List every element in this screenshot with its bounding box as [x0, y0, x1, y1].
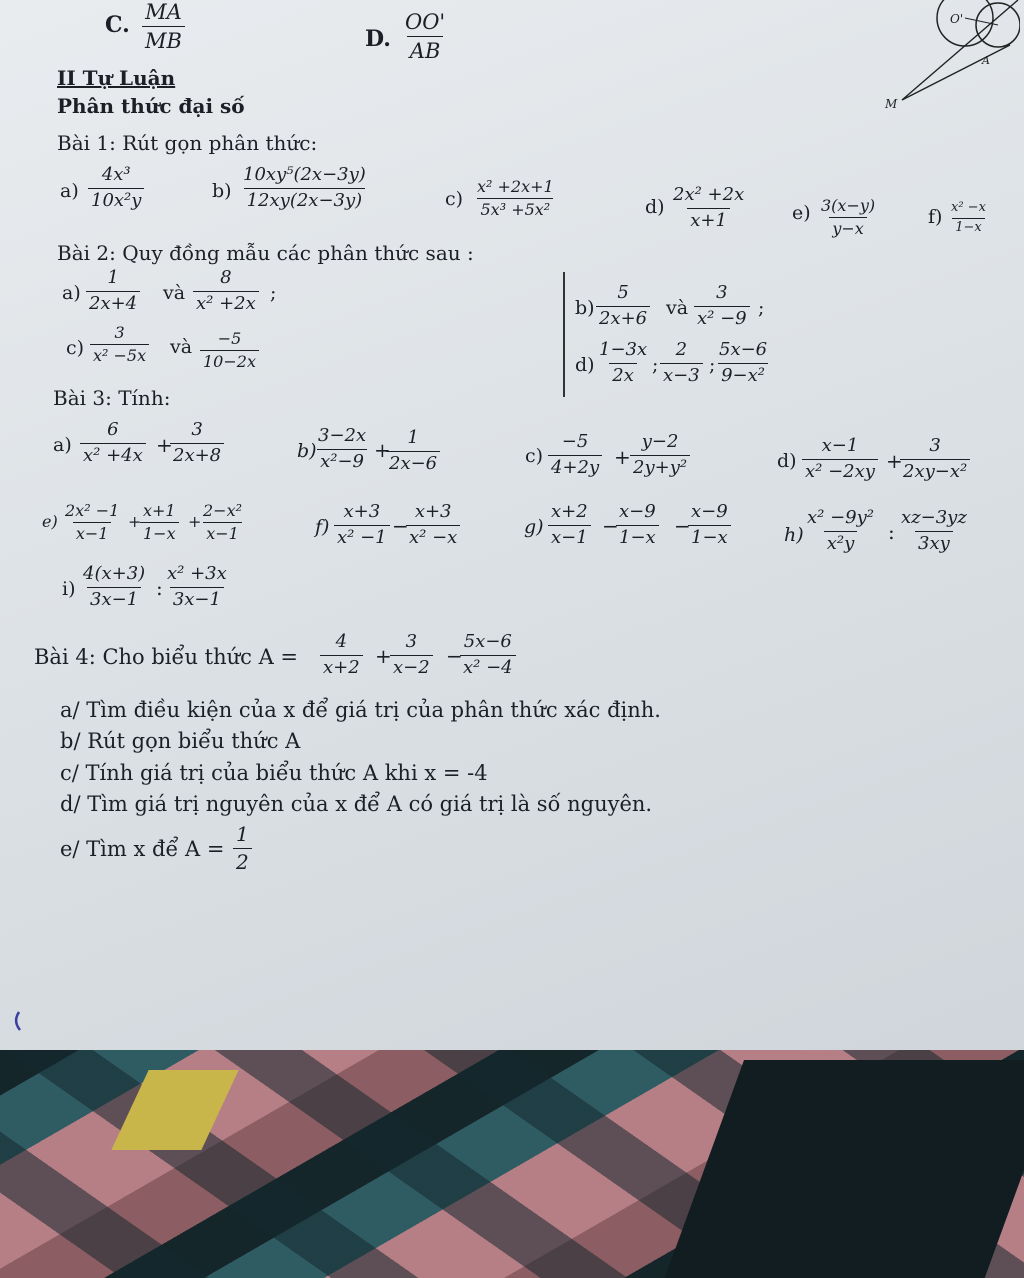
- bai1-c-num: x² +2x+1: [477, 177, 554, 196]
- figure-label-a: A: [982, 54, 990, 67]
- bai4-frac1: [320, 632, 363, 678]
- bai3-e-frac3-den: x−1: [203, 522, 242, 543]
- bai3-f-frac1: [334, 502, 390, 548]
- bai3-g-frac2: [616, 502, 659, 548]
- option-d-fraction: [402, 10, 448, 63]
- bai3-b-frac2-num: 1: [407, 427, 419, 448]
- bai4-question-e: e/ Tìm x để A =: [60, 837, 225, 861]
- bai3-e-op2: +: [188, 512, 202, 531]
- bai3-b-frac2-den: 2x−6: [386, 451, 440, 475]
- bai4-op2: −: [446, 644, 463, 668]
- bai2-d-frac3-num: 5x−6: [719, 339, 768, 360]
- bai2-d-frac1-num: 1−3x: [599, 339, 648, 360]
- bai4-op1: +: [375, 644, 392, 668]
- fabric-background: [0, 1050, 1024, 1278]
- bai3-b-frac1: [315, 426, 369, 472]
- bai3-i-frac2: [164, 564, 230, 610]
- pen-mark: [12, 1010, 26, 1032]
- bai3-a-label: a): [53, 434, 72, 456]
- bai3-c-frac1: [548, 432, 602, 478]
- bai3-h-label: h): [784, 524, 804, 546]
- bai2-b-frac1-den: 2x+6: [596, 306, 650, 330]
- option-c-numerator: MA: [145, 0, 182, 24]
- option-c-fraction: [142, 0, 185, 53]
- bai1-e-label: e): [792, 202, 811, 224]
- bai3-i-frac1-num: 4(x+3): [83, 563, 146, 584]
- bai2-d-frac2-den: x−3: [660, 363, 703, 387]
- bai3-d-frac1-den: x² −2xy: [802, 459, 878, 483]
- bai3-b-frac1-num: 3−2x: [318, 425, 367, 446]
- bai1-f-num: x² −x: [951, 200, 986, 215]
- bai3-b-op: +: [374, 438, 391, 462]
- bai3-c-frac2-den: 2y+y²: [630, 455, 690, 479]
- bai3-d-op: +: [886, 449, 903, 473]
- bai3-d-frac1-num: x−1: [821, 435, 859, 456]
- bai3-i-frac2-num: x² +3x: [167, 563, 227, 584]
- bai1-f-label: f): [928, 206, 943, 228]
- bai3-d-frac2-den: 2xy−x²: [900, 459, 970, 483]
- bai2-c-label: c): [66, 337, 85, 359]
- tangent-circles-figure: [870, 0, 1020, 115]
- column-divider: [563, 272, 565, 397]
- bai2-d-frac3-den: 9−x²: [718, 363, 768, 387]
- option-d-denominator: AB: [407, 36, 444, 63]
- bai2-d-frac2: [660, 340, 703, 386]
- bai3-g-op1: −: [602, 514, 619, 538]
- bai3-h-frac1-num: x² −9y²: [807, 507, 875, 528]
- bai1-e-num: 3(x−y): [821, 196, 876, 215]
- bai2-a-and: và: [163, 282, 186, 304]
- bai1-b-num: 10xy⁵(2x−3y): [243, 164, 366, 185]
- bai3-a-frac2-num: 3: [191, 419, 203, 440]
- bai3-e-frac2-den: 1−x: [140, 522, 179, 543]
- bai3-g-frac1-num: x+2: [551, 501, 588, 522]
- bai2-d-frac1: [596, 340, 650, 386]
- bai3-c-frac2: [630, 432, 690, 478]
- bai3-d-frac2-num: 3: [929, 435, 941, 456]
- bai2-a-frac2: [193, 268, 259, 314]
- bai3-c-frac1-num: −5: [561, 431, 589, 452]
- bai2-b-frac2-den: x² −9: [694, 306, 750, 330]
- bai2-a-frac2-num: 8: [220, 267, 232, 288]
- bai4-frac1-num: 4: [335, 631, 348, 652]
- bai4-frac1-den: x+2: [320, 655, 363, 679]
- bai1-f-fraction: [948, 201, 989, 236]
- bai2-b-end: ;: [758, 297, 765, 319]
- bai1-b-fraction: [240, 165, 369, 211]
- bai3-e-op1: +: [128, 512, 142, 531]
- bai3-b-frac2: [386, 428, 440, 474]
- bai3-h-op: :: [888, 520, 895, 544]
- bai3-i-frac2-den: 3x−1: [170, 587, 224, 611]
- bai2-c-frac1-num: 3: [114, 323, 125, 342]
- bai3-i-frac1-den: 3x−1: [87, 587, 141, 611]
- bai2-c-frac2-den: 10−2x: [200, 350, 259, 371]
- bai2-a-frac1-num: 1: [107, 267, 119, 288]
- bai3-h-frac1-den: x²y: [824, 531, 858, 555]
- bai3-f-frac2: [406, 502, 460, 548]
- bai4-frac2-den: x−2: [390, 655, 433, 679]
- bai3-f-frac1-den: x² −1: [334, 525, 390, 549]
- bai2-b-label: b): [575, 297, 595, 319]
- bai3-f-op: −: [392, 514, 409, 538]
- fabric-dark-patch: [664, 1060, 1024, 1278]
- figure-label-o: O': [950, 12, 964, 26]
- bai2-title: Bài 2: Quy đồng mẫu các phân thức sau :: [57, 241, 474, 265]
- bai3-c-label: c): [525, 445, 544, 467]
- bai3-e-frac2: [140, 502, 179, 544]
- bai3-f-label: f): [315, 516, 330, 538]
- bai2-b-frac1: [596, 283, 650, 329]
- bai2-a-frac1-den: 2x+4: [86, 291, 140, 315]
- bai3-d-frac2: [900, 436, 970, 482]
- bai4-frac3: [460, 632, 516, 678]
- bai3-e-frac1: [62, 502, 122, 544]
- bai4-frac3-num: 5x−6: [463, 631, 512, 652]
- bai3-i-op: :: [156, 576, 163, 600]
- bai2-c-frac2: [200, 330, 259, 372]
- bai3-h-frac2: [898, 508, 970, 554]
- bai3-h-frac1: [804, 508, 877, 554]
- bai3-e-frac3-num: 2−x²: [203, 501, 243, 520]
- bai3-f-frac2-den: x² −x: [406, 525, 460, 549]
- bai1-d-den: x+1: [687, 208, 730, 232]
- bai3-d-frac1: [802, 436, 878, 482]
- bai3-e-label: e): [42, 512, 58, 531]
- bai1-c-label: c): [445, 188, 464, 210]
- bai2-a-label: a): [62, 282, 81, 304]
- bai3-g-frac1-den: x−1: [548, 525, 591, 549]
- bai3-a-frac1-num: 6: [107, 419, 119, 440]
- bai2-a-end: ;: [270, 282, 277, 304]
- bai2-a-frac2-den: x² +2x: [193, 291, 259, 315]
- bai3-g-op2: −: [674, 514, 691, 538]
- bai1-e-den: y−x: [829, 217, 866, 238]
- bai2-b-and: và: [666, 297, 689, 319]
- bai2-b-frac2-num: 3: [716, 282, 728, 303]
- bai1-a-num: 4x³: [101, 164, 131, 185]
- bai3-e-frac1-num: 2x² −1: [65, 501, 120, 520]
- bai3-f-frac2-num: x+3: [414, 501, 452, 522]
- bai4-question-e-num: 1: [236, 822, 249, 846]
- bai1-b-label: b): [212, 180, 232, 202]
- bai2-a-frac1: [86, 268, 140, 314]
- bai2-c-frac2-num: −5: [217, 329, 242, 348]
- bai3-c-frac2-num: y−2: [641, 431, 679, 452]
- bai2-d-frac1-den: 2x: [609, 363, 637, 387]
- bai1-f-den: 1−x: [952, 218, 985, 236]
- option-c-denominator: MB: [142, 26, 185, 53]
- bai4-frac2-num: 3: [405, 631, 418, 652]
- bai3-f-frac1-num: x+3: [343, 501, 381, 522]
- bai3-g-frac2-num: x−9: [619, 501, 656, 522]
- bai3-a-frac2: [170, 420, 224, 466]
- bai3-a-frac2-den: 2x+8: [170, 443, 224, 467]
- bai2-c-and: và: [170, 336, 193, 358]
- bai3-c-frac1-den: 4+2y: [548, 455, 602, 479]
- bai1-d-fraction: [670, 185, 747, 231]
- bai1-c-den: 5x³ +5x²: [477, 198, 553, 219]
- option-c-label: C.: [105, 12, 130, 38]
- bai3-e-frac2-num: x+1: [143, 501, 176, 520]
- bai3-i-label: i): [62, 578, 76, 600]
- bai2-c-frac1: [90, 324, 149, 366]
- bai4-question-d: d/ Tìm giá trị nguyên của x để A có giá trị là số nguyên.: [60, 792, 653, 816]
- bai3-g-frac2-den: 1−x: [616, 525, 659, 549]
- bai1-title: Bài 1: Rút gọn phân thức:: [57, 131, 318, 155]
- bai1-a-den: 10x²y: [88, 188, 144, 212]
- bai1-b-den: 12xy(2x−3y): [244, 188, 366, 212]
- bai3-h-frac2-num: xz−3yz: [901, 507, 967, 528]
- bai3-a-frac1-den: x² +4x: [80, 443, 146, 467]
- bai4-title: Bài 4: Cho biểu thức A =: [34, 645, 299, 669]
- bai1-d-num: 2x² +2x: [673, 184, 745, 205]
- bai1-a-label: a): [60, 180, 79, 202]
- bai3-c-op: +: [614, 445, 631, 469]
- bai3-b-label: b): [297, 440, 317, 462]
- bai4-frac3-den: x² −4: [460, 655, 516, 679]
- bai3-a-frac1: [80, 420, 146, 466]
- bai3-e-frac3: [200, 502, 245, 544]
- bai4-question-c: c/ Tính giá trị của biểu thức A khi x = -4: [60, 761, 488, 785]
- bai1-a-fraction: [88, 165, 144, 211]
- bai1-e-fraction: [818, 197, 878, 239]
- bai3-e-frac1-den: x−1: [73, 522, 112, 543]
- bai4-question-e-den: 2: [233, 848, 252, 874]
- bai2-d-label: d): [575, 354, 595, 376]
- bai1-c-fraction: [474, 178, 557, 220]
- bai2-d-frac2-num: 2: [675, 339, 688, 360]
- bai2-d-sep2: ;: [709, 354, 716, 376]
- bai3-g-frac3-den: 1−x: [688, 525, 731, 549]
- bai3-g-frac1: [548, 502, 591, 548]
- option-d-label: D.: [365, 26, 391, 52]
- bai2-c-frac1-den: x² −5x: [90, 344, 149, 365]
- bai3-g-label: g): [524, 516, 544, 538]
- bai3-h-frac2-den: 3xy: [915, 531, 953, 555]
- bai3-g-frac3-num: x−9: [691, 501, 728, 522]
- section-subheading: Phân thức đại số: [57, 94, 245, 118]
- option-d-numerator: OO': [405, 10, 446, 34]
- bai3-b-frac1-den: x²−9: [317, 449, 367, 473]
- section-heading: II Tự Luận: [57, 66, 176, 90]
- bai3-g-frac3: [688, 502, 731, 548]
- bai3-a-op: +: [156, 433, 173, 457]
- bai3-d-label: d): [777, 450, 797, 472]
- bai4-frac2: [390, 632, 433, 678]
- fabric-yellow-patch: [111, 1070, 238, 1150]
- bai2-d-frac3: [716, 340, 770, 386]
- bai3-i-frac1: [80, 564, 148, 610]
- bai2-b-frac1-num: 5: [617, 282, 629, 303]
- bai4-question-b: b/ Rút gọn biểu thức A: [60, 729, 301, 753]
- bai1-d-label: d): [645, 196, 665, 218]
- bai3-title: Bài 3: Tính:: [53, 386, 171, 410]
- bai4-question-e-fraction: [233, 823, 252, 874]
- figure-label-m: M: [885, 97, 898, 111]
- bai2-d-sep1: ;: [652, 354, 659, 376]
- bai4-question-a: a/ Tìm điều kiện của x để giá trị của phân thức xác định.: [60, 698, 661, 722]
- bai2-b-frac2: [694, 283, 750, 329]
